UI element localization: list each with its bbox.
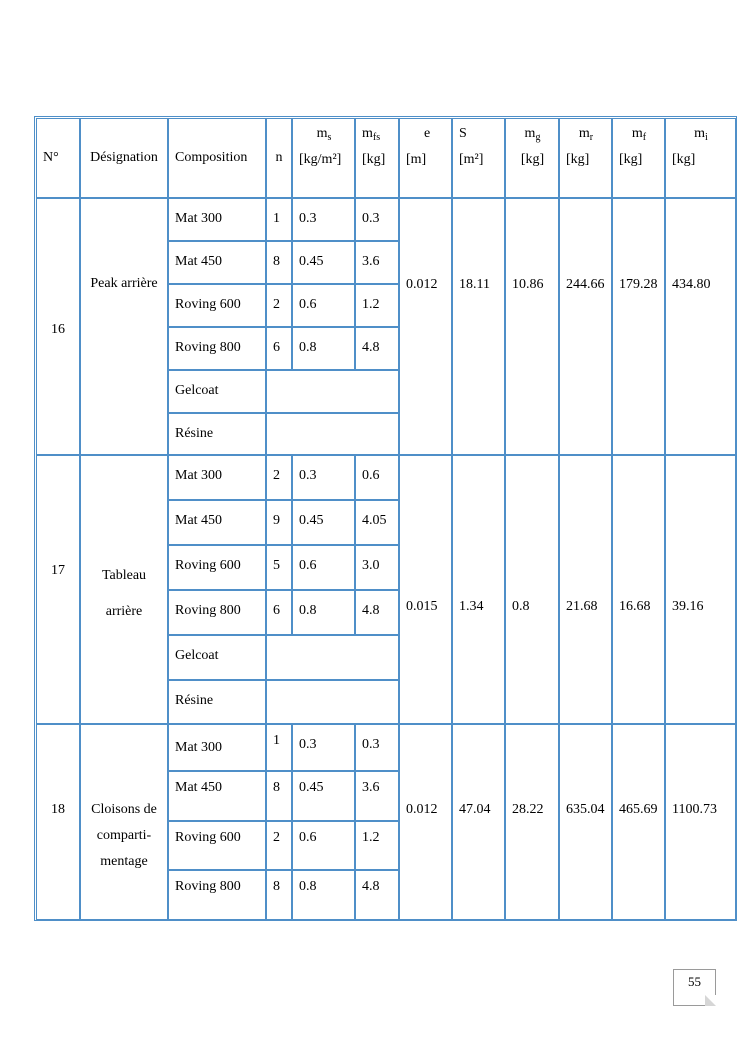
table-cell-empty [266,370,399,413]
layer-n: 2 [273,468,280,483]
header-S-unit: [m²] [459,152,484,167]
value-mr: 635.04 [566,802,605,817]
layer-mfs: 4.05 [362,513,387,528]
table-row [168,821,266,870]
layer-ms: 0.8 [299,879,317,894]
table-cell [292,327,355,370]
table-cell [355,500,399,545]
value-mf: 465.69 [619,802,658,817]
value-mg: 10.86 [512,277,544,292]
value-e: 0.015 [406,599,438,614]
group-16-designation-label: Peak arrière [90,276,158,291]
table-cell [266,724,292,771]
layer-ms: 0.3 [299,211,317,226]
group-16-num [36,198,80,455]
layer-ms: 0.45 [299,513,324,528]
table-cell-empty [266,635,399,680]
layer-composition: Gelcoat [175,383,219,398]
layer-composition: Gelcoat [175,648,219,663]
group-16-mf [612,198,665,455]
page-fold-icon [705,995,716,1006]
layer-composition: Mat 450 [175,513,223,528]
header-composition [168,118,266,198]
table-row [168,870,266,920]
table-cell [292,545,355,590]
header-S [452,118,505,198]
table-cell [266,821,292,870]
table-row [168,635,266,680]
layer-ms: 0.8 [299,340,317,355]
header-mr [559,118,612,198]
layer-mfs: 3.6 [362,254,380,269]
group-17-num [36,455,80,724]
table-cell [266,545,292,590]
value-mi: 434.80 [672,277,711,292]
table-cell [266,500,292,545]
page-number-box [673,969,716,1006]
table-cell [266,590,292,635]
header-mg-symbol: $m_g$ [524,126,541,143]
layer-n: 8 [273,879,280,894]
header-designation-label: Désignation [90,150,158,165]
value-S: 18.11 [459,277,490,292]
value-e: 0.012 [406,277,438,292]
group-18-num-label: 18 [51,802,65,817]
table-cell [292,241,355,284]
group-18-mg [505,724,559,920]
layer-composition: Roving 600 [175,830,241,845]
layer-mfs: 1.2 [362,297,380,312]
group-17-num-label: 17 [51,563,65,578]
layer-mfs: 4.8 [362,340,380,355]
table-row [168,771,266,821]
group-17-S [452,455,505,724]
table-cell [355,771,399,821]
group-17-designation-label: Tableau arrière [101,568,147,619]
group-18-e [399,724,452,920]
table-cell-empty [266,680,399,724]
header-mg-unit: [kg] [520,152,545,167]
layer-composition: Roving 600 [175,558,241,573]
layer-ms: 0.45 [299,780,324,795]
header-designation [80,118,168,198]
table-row [168,680,266,724]
header-mg [505,118,559,198]
group-17-designation [80,455,168,724]
layer-mfs: 4.8 [362,879,380,894]
layer-ms: 0.6 [299,830,317,845]
table-cell [292,590,355,635]
table-cell [266,241,292,284]
table-row [168,284,266,327]
header-mi [665,118,736,198]
layer-n: 2 [273,297,280,312]
layer-ms: 0.6 [299,558,317,573]
layer-n: 8 [273,780,280,795]
table-cell [355,545,399,590]
layer-composition: Roving 800 [175,340,241,355]
header-mf-symbol: $m_f$ [631,126,647,143]
layer-mfs: 3.6 [362,780,380,795]
group-18-mf [612,724,665,920]
header-ms-unit: [kg/m²] [299,152,342,167]
value-mi: 39.16 [672,599,704,614]
header-ms-symbol: $m_s$ [316,126,332,143]
group-16-mi [665,198,736,455]
header-mf [612,118,665,198]
group-16-mg [505,198,559,455]
layer-n: 1 [273,733,280,748]
table-cell [355,198,399,241]
group-17-mi [665,455,736,724]
layer-ms: 0.3 [299,737,317,752]
group-18-designation-label: Cloisons de comparti-mentage [91,802,157,869]
table-row [168,198,266,241]
table-cell [355,241,399,284]
group-16-mr [559,198,612,455]
table-cell-empty [266,413,399,455]
table-cell [266,284,292,327]
table-cell [292,870,355,920]
table-row [168,327,266,370]
header-composition-label: Composition [175,150,248,165]
header-n-label: n [275,150,283,165]
table-row [168,413,266,455]
layer-n: 9 [273,513,280,528]
layer-n: 6 [273,340,280,355]
table-row [168,545,266,590]
group-17-mg [505,455,559,724]
header-n [266,118,292,198]
table-cell [292,455,355,500]
table-cell [266,327,292,370]
table-row [168,590,266,635]
layer-n: 2 [273,830,280,845]
value-mg: 0.8 [512,599,530,614]
group-16-S [452,198,505,455]
table-row [168,241,266,284]
table-cell [266,870,292,920]
table-cell [292,771,355,821]
table-cell [292,821,355,870]
value-S: 1.34 [459,599,484,614]
table-row [168,724,266,771]
group-18-designation [80,724,168,920]
layer-mfs: 0.3 [362,211,380,226]
layer-composition: Roving 800 [175,879,241,894]
value-mf: 179.28 [619,277,658,292]
table-cell [355,455,399,500]
value-mi: 1100.73 [672,802,717,817]
layer-composition: Résine [175,426,214,441]
group-17-e [399,455,452,724]
layer-mfs: 4.8 [362,603,380,618]
header-num [36,118,80,198]
header-mr-symbol: $m_r$ [578,126,594,143]
group-16-designation [80,198,168,455]
layer-ms: 0.3 [299,468,317,483]
value-mg: 28.22 [512,802,544,817]
table-cell [292,198,355,241]
table-cell [266,771,292,821]
table-row [168,455,266,500]
layer-composition: Mat 450 [175,254,223,269]
value-mr: 244.66 [566,277,605,292]
header-e-unit: [m] [406,152,427,167]
header-ms [292,118,355,198]
table-cell [355,870,399,920]
group-18-num [36,724,80,920]
header-mf-unit: [kg] [619,152,643,167]
header-e-symbol: e [424,126,431,141]
group-17-mf [612,455,665,724]
group-16-num-label: 16 [51,322,65,337]
table-cell [355,821,399,870]
layer-mfs: 0.3 [362,737,380,752]
table-cell [266,198,292,241]
header-mfs-symbol: $m_{fs}$ [362,126,381,143]
layer-composition: Mat 450 [175,780,223,795]
group-18-mi [665,724,736,920]
group-17-mr [559,455,612,724]
layer-composition: Mat 300 [175,211,223,226]
value-mr: 21.68 [566,599,598,614]
layer-n: 8 [273,254,280,269]
table-row [168,370,266,413]
layer-composition: Roving 600 [175,297,241,312]
header-mfs [355,118,399,198]
value-S: 47.04 [459,802,491,817]
layer-mfs: 1.2 [362,830,380,845]
table-cell [292,284,355,327]
layer-n: 1 [273,211,280,226]
header-mi-unit: [kg] [672,152,696,167]
header-mr-unit: [kg] [566,152,590,167]
group-16-e [399,198,452,455]
layer-composition: Roving 800 [175,603,241,618]
group-18-mr [559,724,612,920]
header-num-label: N° [43,150,59,165]
layer-mfs: 3.0 [362,558,380,573]
header-e [399,118,452,198]
table-cell [355,327,399,370]
page-number: 55 [688,974,701,989]
layer-n: 5 [273,558,280,573]
group-18-S [452,724,505,920]
header-mi-symbol: $m_i$ [694,126,708,143]
layer-ms: 0.45 [299,254,324,269]
layer-ms: 0.6 [299,297,317,312]
header-S-symbol: S [459,126,467,141]
table-cell [292,500,355,545]
value-e: 0.012 [406,802,438,817]
layer-ms: 0.8 [299,603,317,618]
table-cell [355,284,399,327]
table-cell [266,455,292,500]
table-row [168,500,266,545]
header-mfs-unit: [kg] [362,152,386,167]
table-cell [355,590,399,635]
layer-composition: Mat 300 [175,468,223,483]
layer-composition: Mat 300 [175,740,223,755]
value-mf: 16.68 [619,599,651,614]
table-cell [355,724,399,771]
layer-n: 6 [273,603,280,618]
layer-mfs: 0.6 [362,468,380,483]
layer-composition: Résine [175,693,214,708]
table-cell [292,724,355,771]
